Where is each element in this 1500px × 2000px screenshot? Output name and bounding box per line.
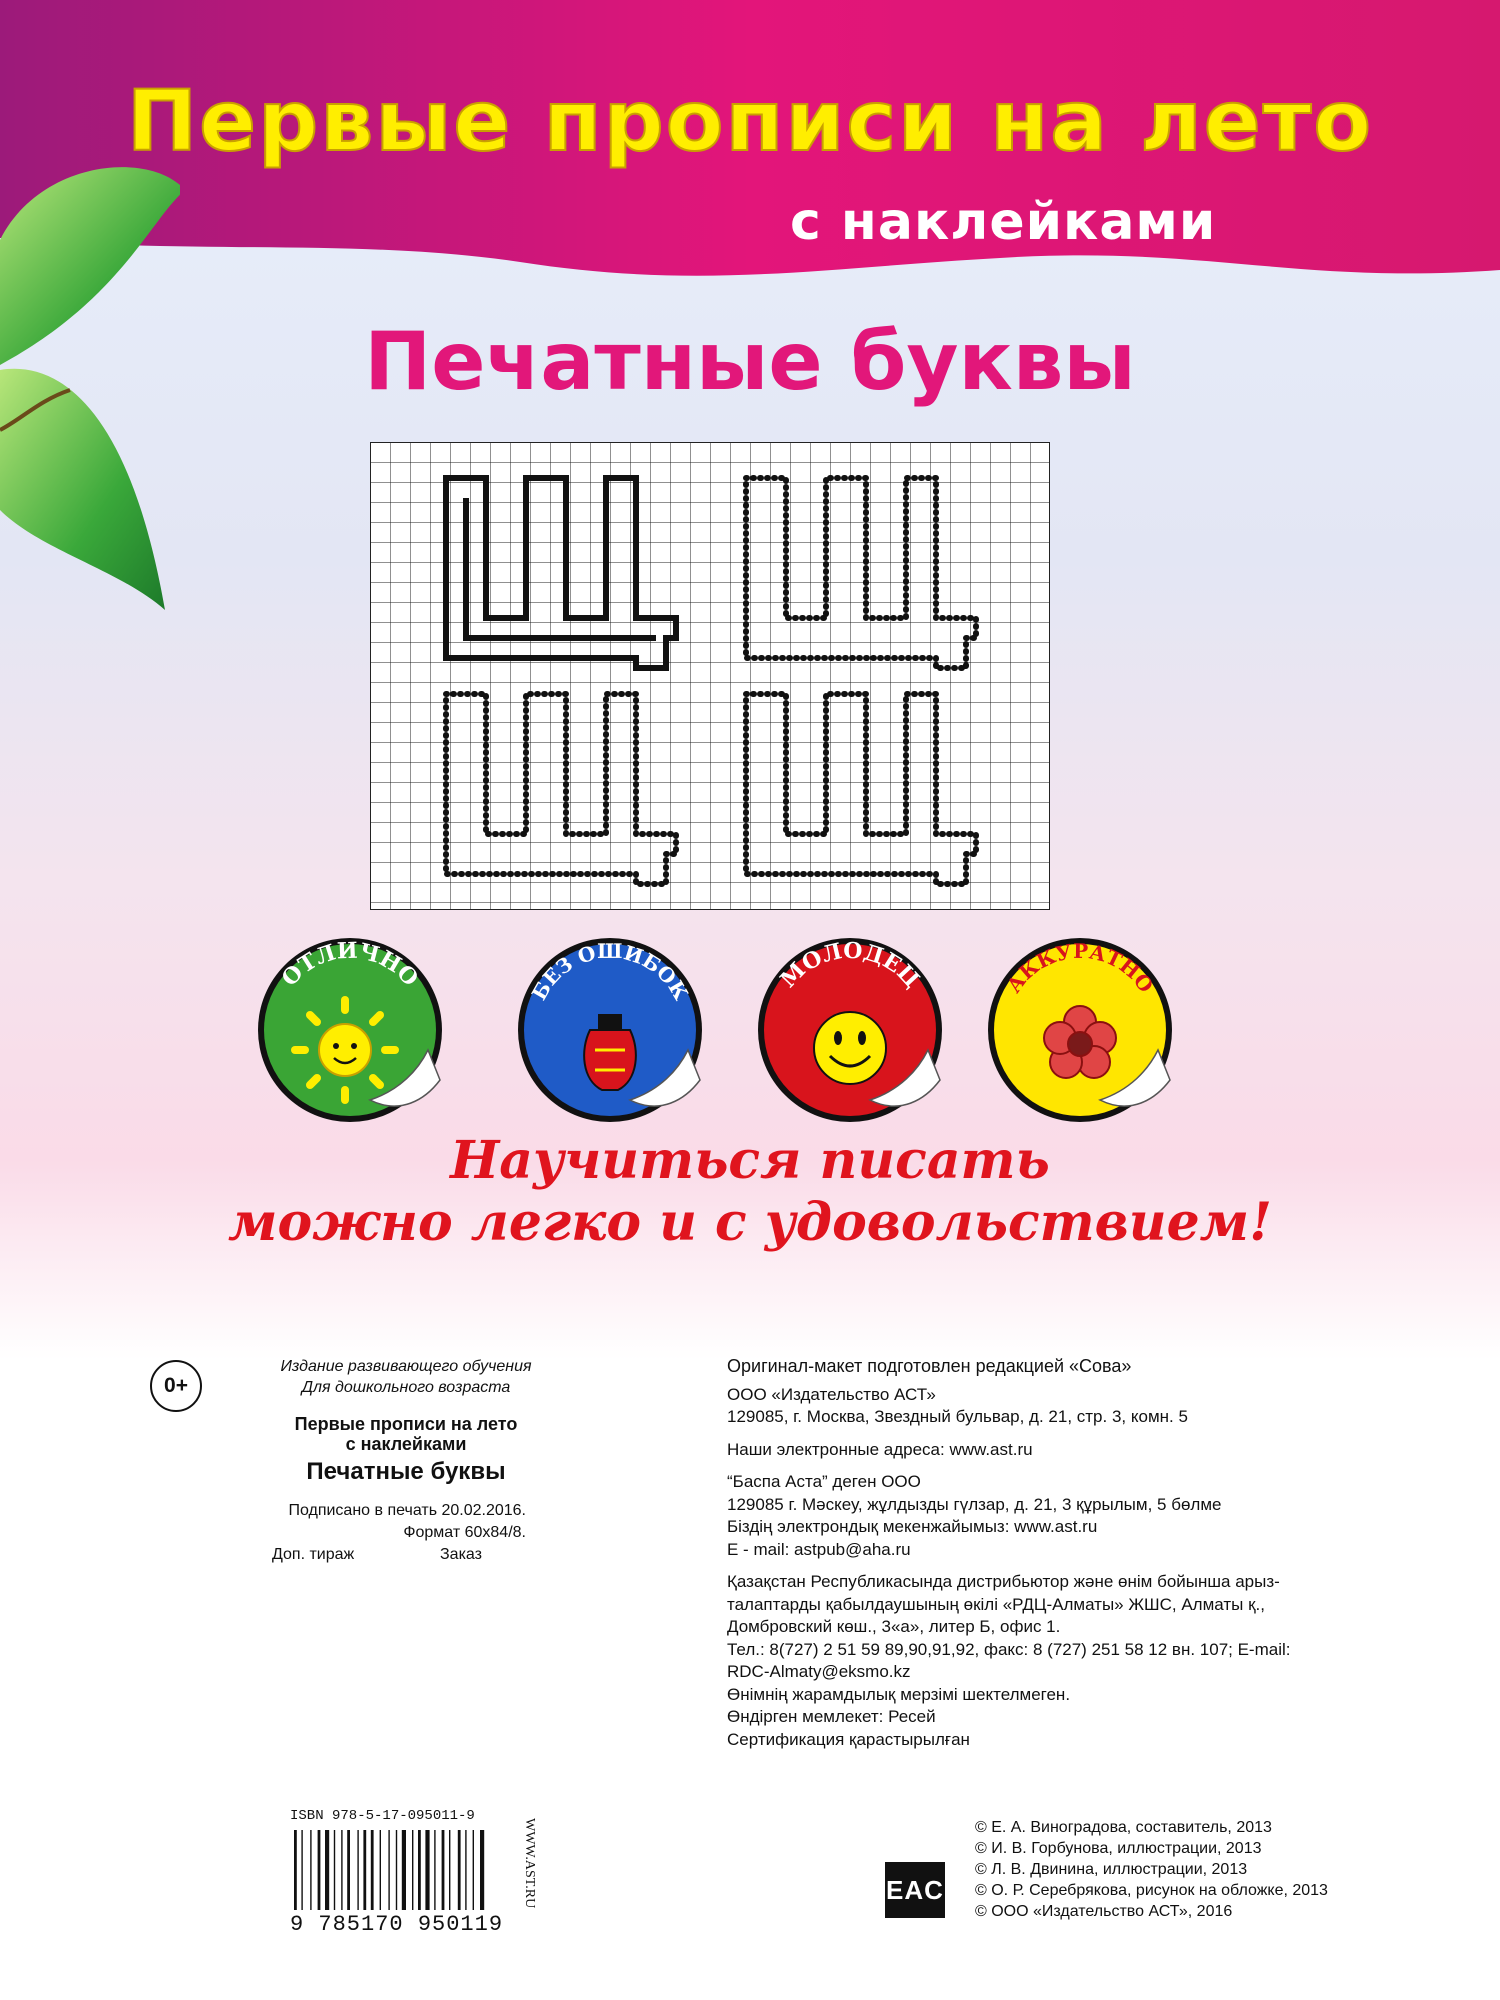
isbn-block	[290, 1808, 550, 1938]
distributor-line: Тел.: 8(727) 2 51 59 89,90,91,92, факс: 8 (727) 251 58 12 вн. 107; E-mail:	[727, 1639, 1291, 1659]
sticker-well-done	[750, 930, 950, 1130]
svg-text:АККУРАТНО: АККУРАТНО	[1001, 938, 1159, 998]
barcode-bar	[380, 1830, 381, 1910]
copyright-credits	[975, 1817, 1328, 1922]
section-heading: Печатные буквы	[364, 315, 1136, 408]
distributor-line: Өнімнің жарамдылық мерзімі шектелмеген.	[727, 1684, 1071, 1704]
barcode-bar	[310, 1830, 311, 1910]
publisher-address: 129085, г. Москва, Звездный бульвар, д. 21, стр. 3, комн. 5	[727, 1407, 1188, 1426]
credit-line: © Л. В. Двинина, иллюстрации, 2013	[975, 1861, 1248, 1878]
barcode-bar	[294, 1830, 297, 1910]
barcode-bar	[363, 1830, 366, 1910]
distributor-line: талаптарды қабылдаушының өкілі «РДЦ-Алматы» ЖШС, Алматы қ.,	[727, 1594, 1265, 1614]
run-order-line	[256, 1544, 556, 1566]
slogan-line-1: Научиться писать	[450, 1130, 1050, 1191]
barcode-bar	[325, 1830, 329, 1910]
book-title: Первые прописи на лето	[126, 72, 1374, 170]
publisher-name: ООО «Издательство АСТ»	[727, 1384, 936, 1404]
imprint-left	[256, 1356, 556, 1566]
distributor-line: RDC-Almaty@eksmo.kz	[727, 1662, 911, 1681]
barcode-image	[290, 1830, 510, 1910]
credit-line: © Е. А. Виноградова, составитель, 2013	[975, 1819, 1272, 1836]
barcode-bar	[473, 1830, 474, 1910]
imprint-title-2: с наклейками	[345, 1434, 467, 1454]
barcode-bar	[442, 1830, 445, 1910]
barcode-bar	[357, 1830, 358, 1910]
format: Формат 60х84/8.	[403, 1524, 526, 1541]
isbn-digits: 9 785170 950119	[290, 1912, 504, 1937]
distributor-line: Өндірген мемлекет: Ресей	[727, 1707, 936, 1726]
audience: Для дошкольного возраста	[301, 1379, 511, 1396]
distributor-line: Сертификация қарастырылған	[727, 1729, 970, 1749]
barcode-bar	[341, 1830, 342, 1910]
publisher-web: Наши электронные адреса: www.ast.ru	[727, 1439, 1033, 1459]
sticker-neat	[980, 930, 1180, 1130]
barcode-bar	[434, 1830, 435, 1910]
letter-grid	[370, 442, 1050, 910]
barcode-bar	[465, 1830, 466, 1910]
barcode-bar	[347, 1830, 350, 1910]
barcode-bar	[301, 1830, 302, 1910]
site-url-vertical: WWW.AST.RU	[522, 1818, 537, 1909]
run-label: Доп. тираж	[272, 1546, 355, 1563]
credit-line: © О. Р. Серебрякова, рисунок на обложке, 2013	[975, 1882, 1328, 1899]
svg-text:МОЛОДЕЦ: МОЛОДЕЦ	[775, 937, 925, 993]
distributor-line: Қазақстан Республикасында дистрибьютор және өнім бойынша арыз-	[727, 1572, 1280, 1591]
smiley-icon	[814, 1012, 886, 1084]
age-rating-badge: 0+	[150, 1360, 202, 1412]
credit-line: © И. В. Горбунова, иллюстрации, 2013	[975, 1840, 1262, 1857]
barcode-bar	[412, 1830, 413, 1910]
barcode-bar	[449, 1830, 450, 1910]
barcode-bar	[480, 1830, 484, 1910]
slogan-line-2: можно легко и с удовольствием!	[228, 1192, 1272, 1253]
barcode-bar	[396, 1830, 397, 1910]
eac-mark: EAC	[885, 1862, 945, 1918]
credit-line: © ООО «Издательство АСТ», 2016	[975, 1903, 1233, 1920]
signed-date: Подписано в печать 20.02.2016.	[288, 1502, 526, 1519]
kz-email: E - mail: astpub@aha.ru	[727, 1539, 911, 1559]
barcode-bar	[402, 1830, 406, 1910]
edition-type: Издание развивающего обучения	[280, 1358, 532, 1375]
kz-web: Біздің электрондық мекенжайымыз: www.ast.ru	[727, 1517, 1098, 1536]
svg-text:БЕЗ ОШИБОК: БЕЗ ОШИБОК	[526, 938, 694, 1005]
barcode-bar	[371, 1830, 374, 1910]
barcode-bar	[418, 1830, 421, 1910]
sticker-no-mistakes	[510, 930, 710, 1130]
imprint-subtitle: Печатные буквы	[306, 1458, 506, 1485]
svg-text:ОТЛИЧНО: ОТЛИЧНО	[276, 937, 424, 992]
isbn-text: ISBN 978-5-17-095011-9	[290, 1808, 475, 1824]
imprint-title-1: Первые прописи на лето	[294, 1414, 518, 1434]
barcode-bar	[318, 1830, 321, 1910]
barcode-bar	[425, 1830, 429, 1910]
barcode-bar	[458, 1830, 461, 1910]
kz-company: “Баспа Аста” деген ООО	[727, 1472, 921, 1491]
barcode-bar	[334, 1830, 335, 1910]
kz-address: 129085 г. Мәскеу, жұлдызды гүлзар, д. 21, 3 құрылым, 5 бөлме	[727, 1494, 1222, 1514]
distributor-line: Домбровский көш., 3«а», литер Б, офис 1.	[727, 1617, 1061, 1636]
imprint-right	[727, 1355, 1387, 1751]
barcode-bar	[388, 1830, 389, 1910]
sticker-row	[250, 930, 1250, 1130]
sticker-excellent	[250, 930, 450, 1130]
order-label: Заказ	[440, 1546, 482, 1563]
prepared-by: Оригинал-макет подготовлен редакцией «Сова»	[727, 1356, 1132, 1376]
book-subtitle: с наклейками	[790, 192, 1217, 252]
